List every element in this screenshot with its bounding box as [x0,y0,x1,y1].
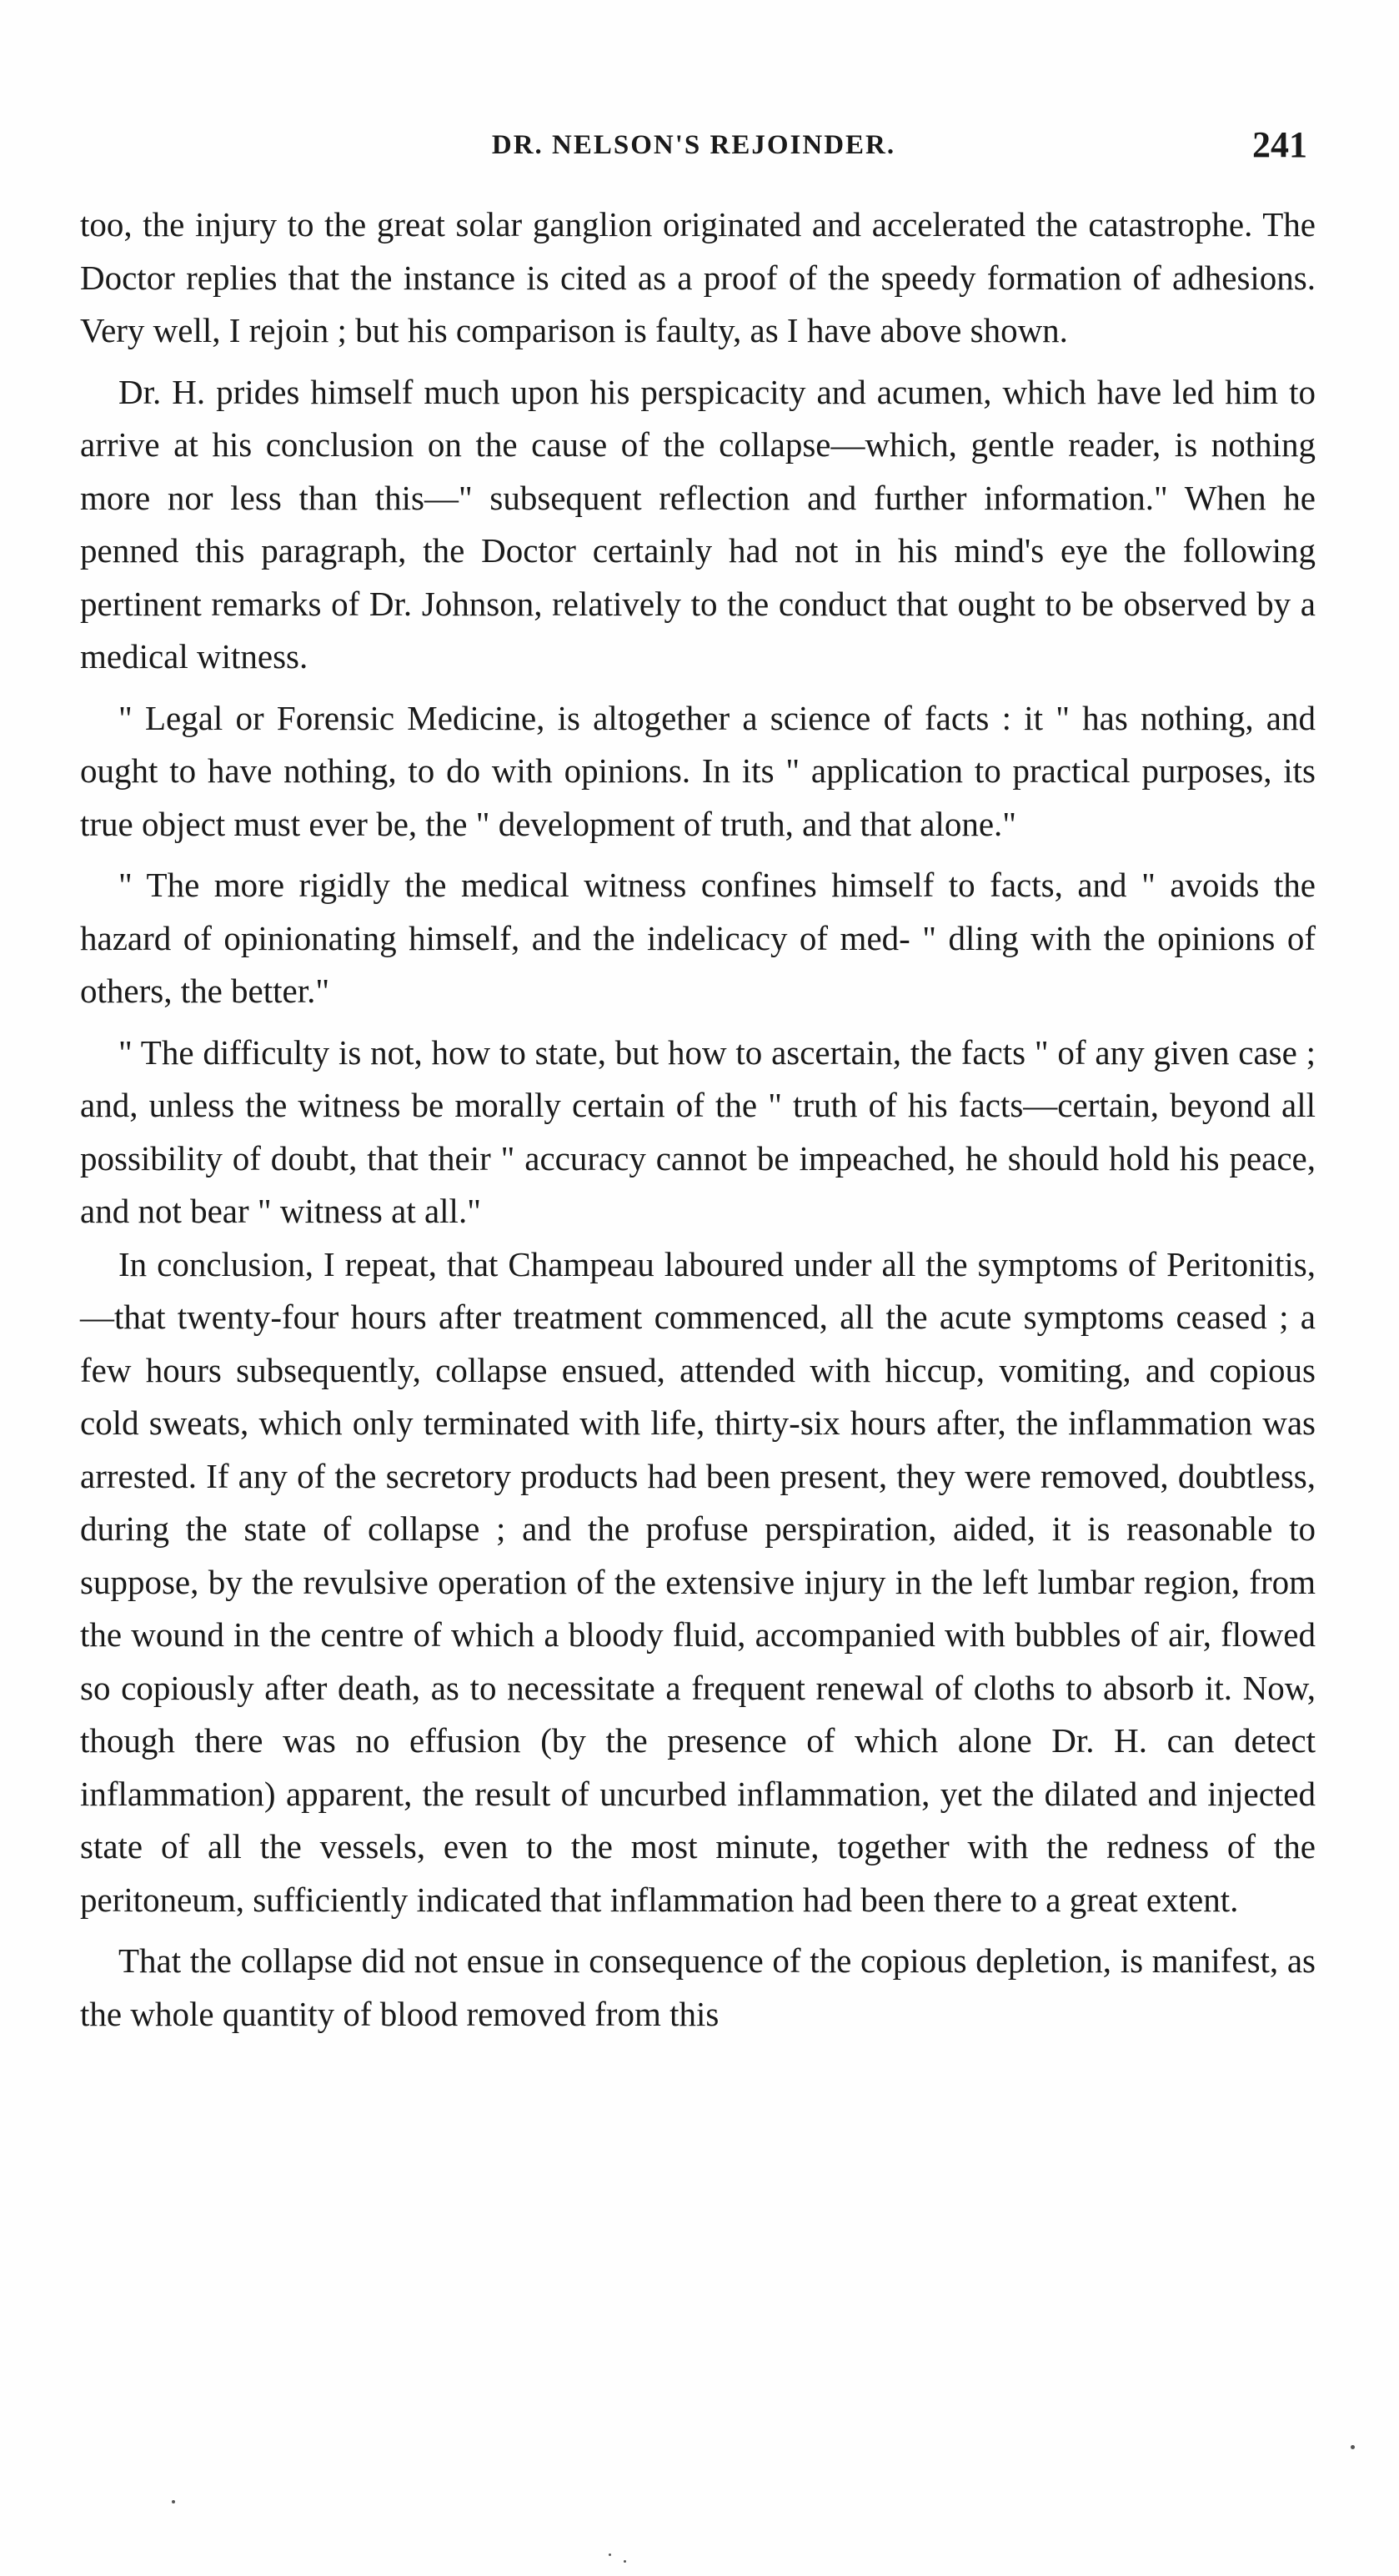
paragraph-continuation: too, the injury to the great solar ganglion originated and accelerated the catastrophe. The Doctor replies that the instance is cited as a proof of the speedy formation of adhesions. Very well, I rejoin ; but his comparison is faulty, as I have above shown. [80,205,1316,349]
print-speck [172,2500,175,2503]
print-speck [624,2560,626,2563]
print-speck [1351,2445,1355,2449]
paragraph: That the collapse did not ensue in consequence of the copious depletion, is manifest, as the whole quantity of blood removed from this [80,1941,1316,2033]
quotation-paragraph: " The more rigidly the medical witness confines himself to facts, and " avoids the hazard of opinionating himself, and the indelicacy of med- " dling with the opinions of others, the better." [80,866,1316,1010]
running-head: DR. NELSON'S REJOINDER. [491,130,896,160]
paragraph: Dr. H. prides himself much upon his perspicacity and acumen, which have led him to arrive at his conclusion on the cause of the collapse—which, gentle reader, is nothing more nor less than this—" subsequent reflection and further information." When he penned this paragraph, the Doctor certainly had not in his mind's eye the following pertinent remarks of Dr. Johnson, relatively to the conduct that ought to be observed by a medical witness. [80,372,1316,675]
quotation-paragraph: " The difficulty is not, how to state, but how to ascertain, the facts " of any given case ; and, unless the witness be morally certain of the " truth of his facts—certain, beyond all possibility of doubt, that their " accuracy cannot be impeached, he should hold his peace, and not bear " witness at all." [80,1032,1316,1230]
print-speck [609,2553,611,2556]
page-header [80,123,1307,173]
page-number: 241 [1252,124,1307,165]
body-text [80,198,1316,2041]
paragraph: In conclusion, I repeat, that Champeau laboured under all the symptoms of Peritonitis,—that twenty-four hours after treatment commenced, all the acute symptoms ceased ; a few hours subsequently, collapse ensued, attended with hiccup, vomiting, and copious cold sweats, which only terminated with life, thirty-six hours after, the inflammation was arrested. If any of the secretory products had been present, they were removed, doubtless, during the state of collapse ; and the profuse perspiration, aided, it is reasonable to suppose, by the revulsive operation of the extensive injury in the left lumbar region, from the wound in the centre of which a bloody fluid, accompanied with bubbles of air, flowed so copiously after death, as to necessitate a frequent renewal of cloths to absorb it. Now, though there was no effusion (by the presence of which alone Dr. H. can detect inflammation) apparent, the result of uncurbed inflammation, yet the dilated and injected state of all the vessels, even to the most minute, together with the redness of the peritoneum, sufficiently indicated that inflammation had been there to a great extent. [80,1244,1316,1919]
quotation-paragraph: " Legal or Forensic Medicine, is altogether a science of facts : it " has nothing, and ought to have nothing, to do with opinions. In its " application to practical purposes, its true object must ever be, the " development of truth, and that alone." [80,698,1316,843]
